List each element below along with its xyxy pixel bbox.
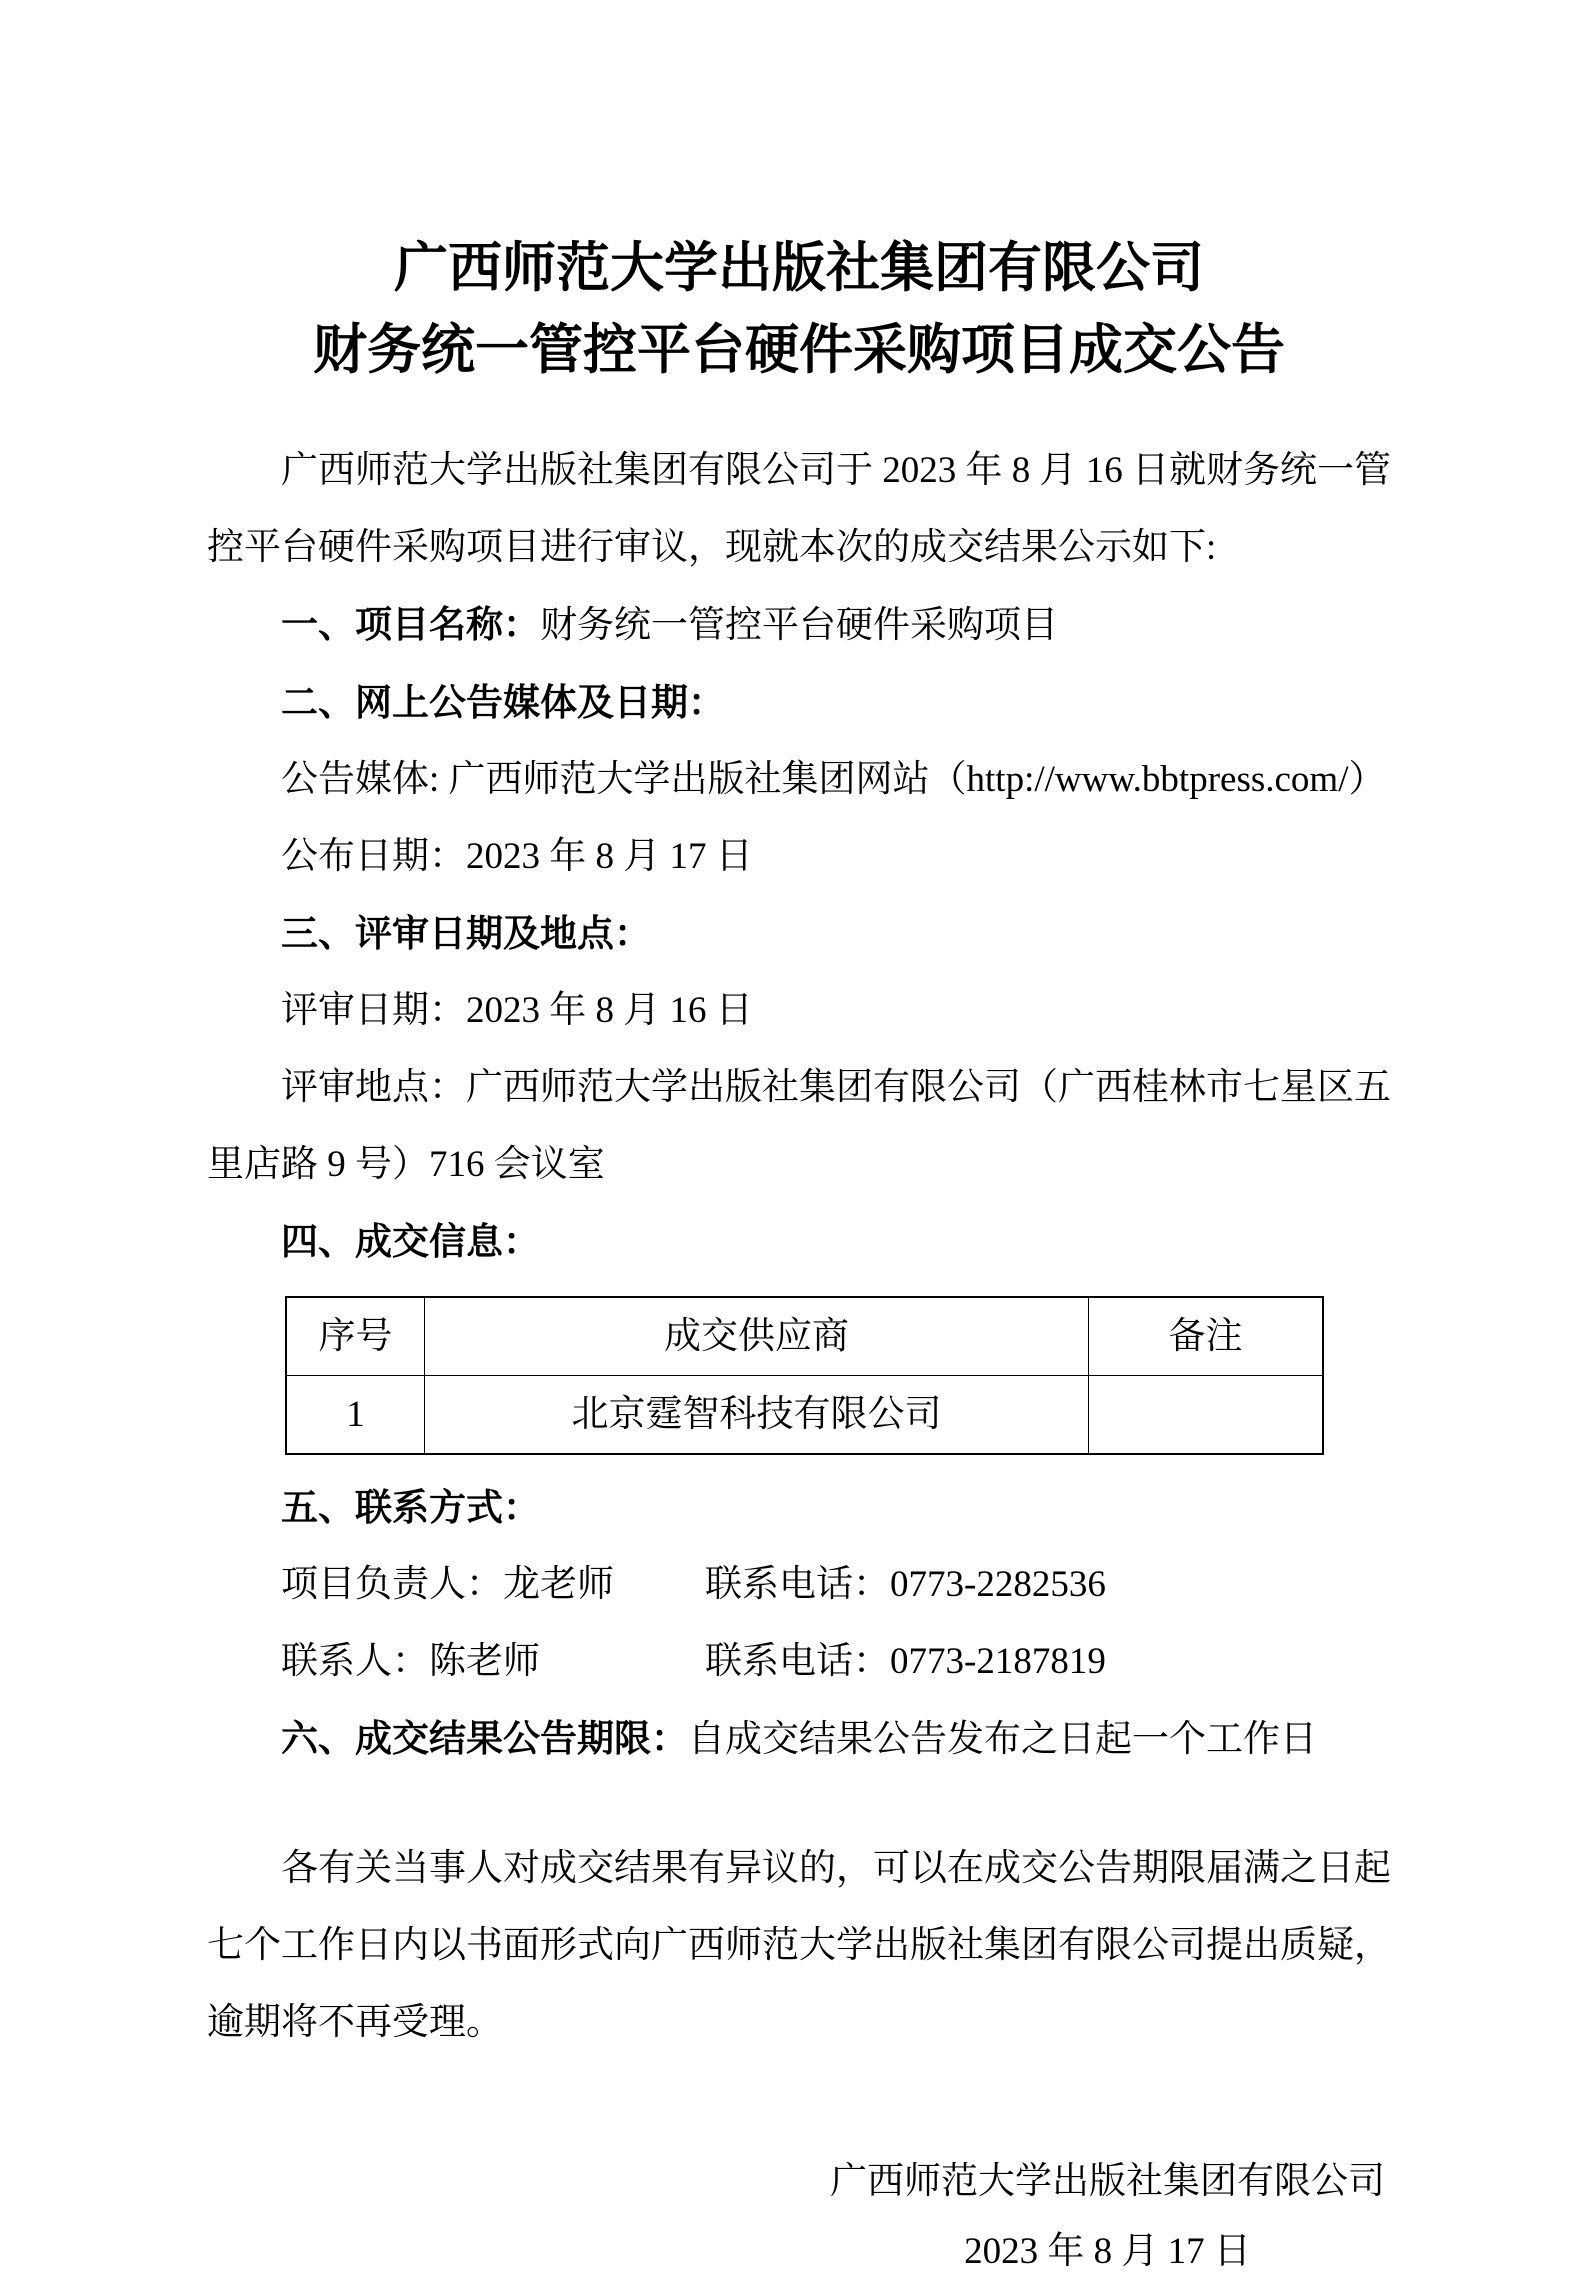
contact-row-manager — [207, 1546, 1391, 1623]
section-announcement-period-value: 自成交结果公告发布之日起一个工作日 — [688, 1719, 1317, 1760]
table-row — [286, 1376, 1323, 1455]
header-cell-supplier: 成交供应商 — [425, 1297, 1089, 1376]
contact-row-liaison — [207, 1623, 1391, 1700]
document-title-line1: 广西师范大学出版社集团有限公司 — [394, 235, 1204, 299]
signature-block — [830, 2147, 1385, 2287]
table-header-row — [286, 1297, 1323, 1376]
document-body — [207, 432, 1391, 2287]
contact-manager-name: 项目负责人：龙老师 — [281, 1564, 614, 1605]
document-title-line2: 财务统一管控平台硬件采购项目成交公告 — [313, 317, 1285, 381]
review-date-line: 评审日期：2023 年 8 月 16 日 — [281, 990, 753, 1031]
document-title — [207, 226, 1391, 390]
header-cell-remark: 备注 — [1089, 1297, 1324, 1376]
section-announcement-period — [207, 1700, 1391, 1778]
award-table — [285, 1296, 1324, 1455]
closing-paragraph: 各有关当事人对成交结果有异议的，可以在成交公告期限届满之日起七个工作日内以书面形式向广西师范大学出版社集团有限公司提出质疑，逾期将不再受理。 — [207, 1848, 1391, 2043]
contact-manager-phone: 联系电话：0773-2282536 — [705, 1564, 1106, 1605]
header-cell-index: 序号 — [286, 1297, 425, 1376]
cell-supplier: 北京霆智科技有限公司 — [425, 1376, 1089, 1455]
section-announcement-period-label: 六、成交结果公告期限： — [281, 1718, 688, 1759]
signature-date: 2023 年 8 月 17 日 — [964, 2231, 1251, 2272]
cell-remark — [1089, 1376, 1324, 1455]
section-award-heading: 四、成交信息： — [281, 1221, 540, 1262]
review-place-line: 评审地点：广西师范大学出版社集团有限公司（广西桂林市七星区五里店路 9 号）716 会议室 — [207, 1067, 1391, 1185]
contact-liaison-phone: 联系电话：0773-2187819 — [705, 1641, 1106, 1682]
section-project-name-value: 财务统一管控平台硬件采购项目 — [540, 605, 1058, 646]
award-table-body — [286, 1376, 1323, 1455]
section-media-heading: 二、网上公告媒体及日期： — [281, 682, 725, 723]
award-table-header — [286, 1297, 1323, 1376]
cell-index: 1 — [286, 1376, 425, 1455]
intro-paragraph: 广西师范大学出版社集团有限公司于 2023 年 8 月 16 日就财务统一管控平台硬件采购项目进行审议，现就本次的成交结果公示如下: — [207, 450, 1391, 568]
signature-company: 广西师范大学出版社集团有限公司 — [830, 2161, 1385, 2202]
publish-date-line: 公布日期：2023 年 8 月 17 日 — [281, 836, 753, 877]
section-project-name-label: 一、项目名称： — [281, 604, 540, 645]
section-review-heading: 三、评审日期及地点： — [281, 913, 651, 954]
media-line: 公告媒体: 广西师范大学出版社集团网站（http://www.bbtpress.com/） — [281, 759, 1386, 800]
section-project-name — [207, 586, 1391, 664]
section-contact-heading: 五、联系方式： — [281, 1487, 540, 1528]
contact-liaison-name: 联系人：陈老师 — [281, 1641, 540, 1682]
